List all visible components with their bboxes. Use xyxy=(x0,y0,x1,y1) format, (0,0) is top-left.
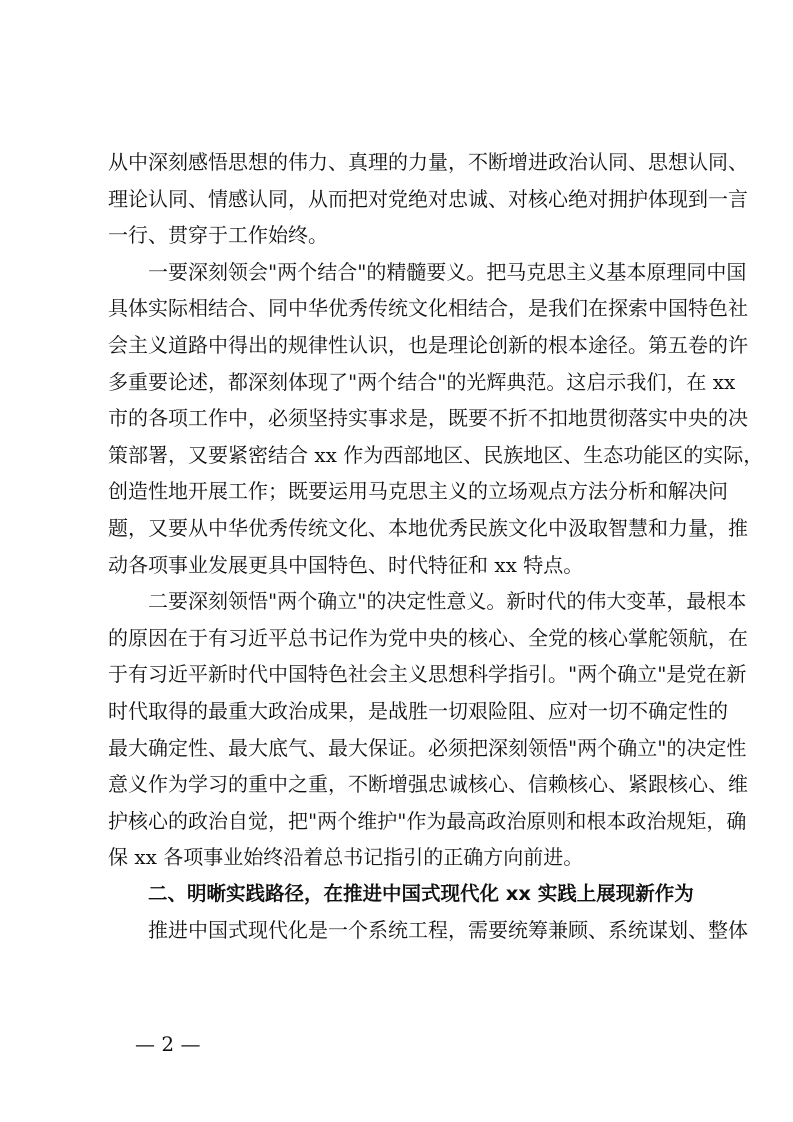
text-line: 意义作为学习的重中之重，不断增强忠诚核心、信赖核心、紧跟核心、维 xyxy=(108,772,748,797)
text-line: 保 xx 各项事业始终沿着总书记指引的正确方向前进。 xyxy=(108,845,584,870)
text-line: 的原因在于有习近平总书记作为党中央的核心、全党的核心掌舵领航，在 xyxy=(108,625,748,650)
text-line: 于有习近平新时代中国特色社会主义思想科学指引。"两个确立"是党在新 xyxy=(108,662,747,687)
heading-text: 二、明晰实践路径，在推进中国式现代化 xx 实践上展现新作为 xyxy=(148,881,694,905)
text-line: 一行、贯穿于工作始终。 xyxy=(108,223,328,248)
page-number: — 2 — xyxy=(135,1032,201,1056)
document-body xyxy=(108,144,764,949)
text-line: 护核心的政治自觉，把"两个维护"作为最高政治原则和根本政治规矩，确 xyxy=(108,808,747,833)
text-line: 创造性地开展工作；既要运用马克思主义的立场观点方法分析和解决问 xyxy=(108,479,728,504)
text-line: 市的各项工作中，必须坚持实事求是，既要不折不扣地贯彻落实中央的决 xyxy=(108,406,748,431)
text-line: 一要深刻领会"两个结合"的精髓要义。把马克思主义基本原理同中国 xyxy=(148,259,747,284)
paragraph-two-establishments xyxy=(108,583,748,876)
text-line: 从中深刻感悟思想的伟力、真理的力量，不断增进政治认同、思想认同、 xyxy=(108,150,748,174)
paragraph-continuation xyxy=(108,144,748,254)
text-line: 题，又要从中华优秀传统文化、本地优秀民族文化中汲取智慧和力量，推 xyxy=(108,515,748,540)
text-line: 最大确定性、最大底气、最大保证。必须把深刻领悟"两个确立"的决定性 xyxy=(108,735,747,760)
text-line: 具体实际相结合、同中华优秀传统文化相结合，是我们在探索中国特色社 xyxy=(108,296,748,321)
text-line: 会主义道路中得出的规律性认识，也是理论创新的根本途径。第五卷的许 xyxy=(108,332,748,357)
paragraph-modernization xyxy=(108,912,748,949)
section-heading xyxy=(108,876,693,913)
text-line: 多重要论述，都深刻体现了"两个结合"的光辉典范。这启示我们，在 xx xyxy=(108,369,736,394)
text-line: 二要深刻领悟"两个确立"的决定性意义。新时代的伟大变革，最根本 xyxy=(148,589,747,614)
text-line: 动各项事业发展更具中国特色、时代特征和 xx 特点。 xyxy=(108,552,584,577)
text-line: 推进中国式现代化是一个系统工程，需要统筹兼顾、系统谋划、整体 xyxy=(148,918,748,943)
paragraph-two-combinations xyxy=(108,254,764,583)
text-line: 策部署，又要紧密结合 xx 作为西部地区、民族地区、生态功能区的实际， xyxy=(108,442,764,467)
text-line: 时代取得的最重大政治成果，是战胜一切艰险阻、应对一切不确定性的 xyxy=(108,698,728,723)
text-line: 理论认同、情感认同，从而把对党绝对忠诚、对核心绝对拥护体现到一言 xyxy=(108,186,748,211)
